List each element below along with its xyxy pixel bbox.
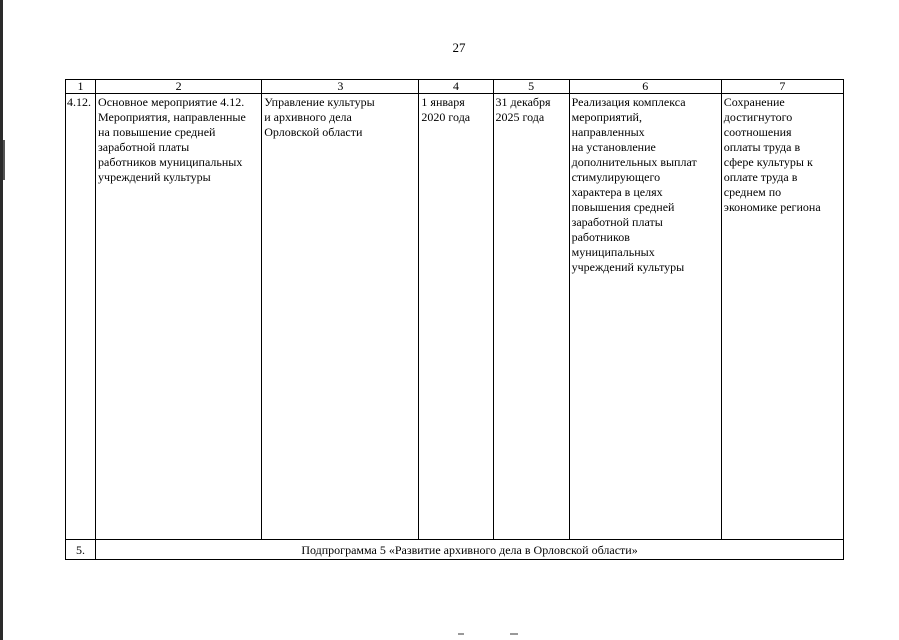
cell-event-name: Основное мероприятие 4.12. Мероприятия, направленные на повышение средней заработной платы работников муниципальных учреждений культуры <box>96 94 262 540</box>
cell-executor: Управление культуры и архивного дела Орловской области <box>262 94 419 540</box>
table-row-subprogram-5 <box>66 540 844 560</box>
cell-start-date: 1 января 2020 года <box>419 94 493 540</box>
subprogram-title: Подпрограмма 5 «Развитие архивного дела в Орловской области» <box>96 540 844 560</box>
table-row-4-12 <box>66 94 844 540</box>
column-header-2: 2 <box>96 80 262 94</box>
program-table <box>65 79 844 560</box>
scan-edge-mark <box>3 140 5 180</box>
column-header-3: 3 <box>262 80 419 94</box>
page-number: 27 <box>452 40 466 55</box>
column-header-7: 7 <box>721 80 843 94</box>
column-header-6: 6 <box>569 80 721 94</box>
cell-target-indicator: Сохранение достигнутого соотношения оплаты труда в сфере культуры к оплате труда в среднем по экономике региона <box>721 94 843 540</box>
table-header-row <box>66 80 844 94</box>
scan-left-edge <box>0 0 3 640</box>
cell-expected-result: Реализация комплекса мероприятий, направленных на установление дополнительных выплат стимулирующего характера в целях повышения средней заработной платы работников муниципальных учреждений культуры <box>569 94 721 540</box>
cell-row-number: 4.12. <box>66 94 96 540</box>
cell-end-date: 31 декабря 2025 года <box>493 94 569 540</box>
column-header-5: 5 <box>493 80 569 94</box>
column-header-1: 1 <box>66 80 96 94</box>
column-header-4: 4 <box>419 80 493 94</box>
scan-bottom-artifact <box>458 633 518 636</box>
cell-row-number: 5. <box>66 540 96 560</box>
